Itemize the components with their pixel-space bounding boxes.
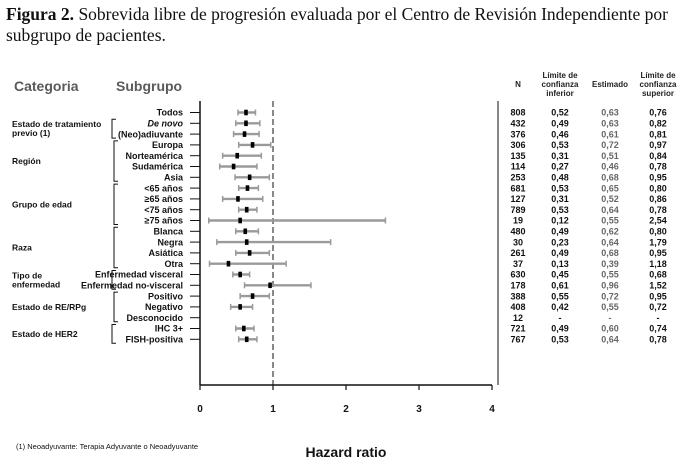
row-est-value: 0,55 xyxy=(601,269,619,280)
forest-row xyxy=(147,119,666,129)
hazard-ratio-point xyxy=(244,121,248,127)
row-est-value: 0,64 xyxy=(601,204,619,215)
row-lower-value: 0,13 xyxy=(551,258,569,269)
figure-caption-text: Sobrevida libre de progresión evaluada por el Centro de Revisión Independiente por subgrupo de pacientes. xyxy=(6,4,668,45)
subgroup-label: Negativo xyxy=(144,302,183,313)
forest-row xyxy=(148,248,666,258)
row-upper-value: 0,78 xyxy=(649,204,667,215)
category-group xyxy=(12,141,118,181)
row-est-value: 0,55 xyxy=(601,215,619,226)
hazard-ratio-point xyxy=(236,196,240,202)
category-group xyxy=(12,184,118,224)
category-header: Categoria xyxy=(14,78,79,94)
category-label: previo (1) xyxy=(12,128,51,139)
hazard-ratio-point xyxy=(245,239,249,245)
forest-row xyxy=(153,227,666,237)
hazard-ratio-point xyxy=(245,207,249,213)
row-est-value: 0,68 xyxy=(601,248,619,259)
forest-row xyxy=(157,108,667,118)
row-n-value: 480 xyxy=(510,226,526,237)
row-n-value: 12 xyxy=(512,312,524,323)
row-n-value: 127 xyxy=(510,194,526,205)
forest-row xyxy=(152,140,667,150)
hazard-ratio-point xyxy=(243,229,247,235)
forest-row xyxy=(95,270,667,280)
row-upper-value: 1,18 xyxy=(649,258,667,269)
row-lower-value: 0,49 xyxy=(551,118,569,129)
category-bracket xyxy=(114,184,118,224)
subgroup-label: ≥65 años xyxy=(144,194,183,205)
forest-row xyxy=(125,335,666,345)
category-label: enfermedad xyxy=(12,279,61,290)
category-label: Estado de HER2 xyxy=(12,328,78,339)
row-n-value: 253 xyxy=(510,172,526,183)
row-n-value: 767 xyxy=(510,334,526,345)
subgroup-label: (Neo)adiuvante xyxy=(117,129,183,140)
row-lower-value: 0,53 xyxy=(551,204,569,215)
row-upper-value: 0,95 xyxy=(649,291,667,302)
row-lower-value: - xyxy=(558,312,562,323)
row-est-value: 0,62 xyxy=(601,226,619,237)
row-lower-value: 0,12 xyxy=(551,215,569,226)
forest-row xyxy=(164,259,666,269)
row-est-value: 0,72 xyxy=(601,291,619,302)
row-n-value: 135 xyxy=(510,150,526,161)
row-lower-value: 0,48 xyxy=(551,172,569,183)
row-n-value: 306 xyxy=(510,140,526,151)
row-upper-value: 0,80 xyxy=(649,183,667,194)
row-upper-value: 1,52 xyxy=(649,280,667,291)
row-lower-value: 0,45 xyxy=(551,269,569,280)
row-est-value: 0,46 xyxy=(601,161,619,172)
row-upper-value: 0,72 xyxy=(649,302,667,313)
category-group xyxy=(12,227,118,267)
row-est-value: 0,65 xyxy=(601,183,619,194)
row-lower-value: 0,27 xyxy=(551,161,569,172)
row-lower-value: 0,46 xyxy=(551,129,569,140)
row-est-value: 0,51 xyxy=(601,150,619,161)
hazard-ratio-point xyxy=(227,261,231,267)
row-lower-value: 0,23 xyxy=(551,237,569,248)
category-label: Estado de tratamiento xyxy=(12,119,102,130)
forest-row xyxy=(81,281,667,291)
row-upper-value: 0,68 xyxy=(649,269,667,280)
forest-row xyxy=(145,216,667,226)
category-group xyxy=(12,292,118,322)
row-n-value: 808 xyxy=(510,107,526,118)
hazard-ratio-point xyxy=(238,218,242,224)
category-group xyxy=(12,325,116,344)
hazard-ratio-point xyxy=(232,164,236,170)
hazard-ratio-point xyxy=(243,131,247,137)
row-lower-value: 0,49 xyxy=(551,323,569,334)
category-group xyxy=(12,119,116,138)
hazard-ratio-point xyxy=(248,175,252,181)
hazard-ratio-point xyxy=(242,326,246,332)
subgroup-label: Blanca xyxy=(153,226,183,237)
row-upper-value: 0,82 xyxy=(649,118,667,129)
subgroup-rows xyxy=(81,108,667,345)
subgroup-label: Norteamérica xyxy=(125,150,183,161)
row-est-value: 0,64 xyxy=(601,334,619,345)
forest-row xyxy=(145,194,667,204)
row-upper-value: - xyxy=(656,312,660,323)
footnote: (1) Neoadyuvante: Terapia Adyuvante o Neoadyuvante xyxy=(16,442,199,451)
row-upper-value: 1,79 xyxy=(649,237,667,248)
forest-row xyxy=(125,151,666,161)
row-n-value: 178 xyxy=(510,280,526,291)
row-lower-value: 0,42 xyxy=(551,302,569,313)
category-label: Raza xyxy=(12,242,32,253)
row-n-value: 30 xyxy=(512,237,524,248)
subgroup-label: Positivo xyxy=(147,291,183,302)
subgroup-label: Enfermedad visceral xyxy=(94,269,183,280)
n-header: N xyxy=(515,80,521,89)
row-lower-value: 0,31 xyxy=(551,150,569,161)
forest-row xyxy=(157,237,666,247)
category-labels xyxy=(12,119,118,343)
subgroup-label: Desconocido xyxy=(126,312,183,323)
forest-row xyxy=(164,173,667,183)
row-lower-value: 0,52 xyxy=(551,107,569,118)
row-n-value: 432 xyxy=(510,118,526,129)
row-lower-value: 0,53 xyxy=(551,140,569,151)
row-est-value: 0,72 xyxy=(601,140,619,151)
category-bracket xyxy=(114,292,118,322)
category-label: Tipo de xyxy=(12,270,43,281)
row-est-value: 0,64 xyxy=(601,237,619,248)
subgroup-label: Europa xyxy=(151,140,183,151)
svg-text:superior: superior xyxy=(641,89,675,98)
row-lower-value: 0,55 xyxy=(551,291,569,302)
row-upper-value: 0,80 xyxy=(649,226,667,237)
row-est-value: 0,60 xyxy=(601,323,619,334)
row-upper-value: 0,95 xyxy=(649,248,667,259)
subgroup-label: Asiática xyxy=(148,248,183,259)
hazard-ratio-point xyxy=(268,283,272,289)
x-tick-label: 3 xyxy=(416,404,422,415)
forest-row xyxy=(144,205,667,215)
row-n-value: 261 xyxy=(510,248,526,259)
hazard-ratio-point xyxy=(238,272,242,278)
category-label: Región xyxy=(12,156,41,167)
row-lower-value: 0,31 xyxy=(551,194,569,205)
x-tick-label: 1 xyxy=(270,404,276,415)
row-upper-value: 0,95 xyxy=(649,172,667,183)
row-lower-value: 0,49 xyxy=(551,226,569,237)
x-tick-label: 0 xyxy=(197,404,203,415)
row-upper-value: 0,78 xyxy=(649,161,667,172)
row-n-value: 681 xyxy=(510,183,526,194)
forest-row xyxy=(155,324,667,334)
hazard-ratio-point xyxy=(235,153,239,159)
subgroup-label: IHC 3+ xyxy=(154,323,183,334)
svg-text:confianza: confianza xyxy=(541,80,579,89)
row-lower-value: 0,53 xyxy=(551,334,569,345)
lower-header xyxy=(542,71,579,98)
x-tick-label: 2 xyxy=(343,404,349,415)
subgroup-label: Enfermedad no-visceral xyxy=(80,280,183,291)
row-upper-value: 2,54 xyxy=(649,215,667,226)
forest-row xyxy=(132,162,667,172)
subgroup-label: Asia xyxy=(163,172,183,183)
subgroup-label: ≥75 años xyxy=(144,215,183,226)
x-ticks xyxy=(197,385,495,415)
row-est-value: - xyxy=(608,312,612,323)
row-upper-value: 0,81 xyxy=(649,129,667,140)
row-upper-value: 0,84 xyxy=(649,150,667,161)
row-n-value: 37 xyxy=(512,258,524,269)
category-bracket xyxy=(112,325,116,344)
upper-header xyxy=(640,71,677,98)
subgroup-label: Todos xyxy=(156,107,183,118)
row-upper-value: 0,78 xyxy=(649,334,667,345)
svg-text:Límite de: Límite de xyxy=(640,71,676,80)
hazard-ratio-point xyxy=(251,293,255,299)
row-upper-value: 0,76 xyxy=(649,107,667,118)
hazard-ratio-point xyxy=(248,250,252,256)
category-label: Estado de RE/RPg xyxy=(12,301,87,312)
x-axis-label: Hazard ratio xyxy=(305,444,387,460)
row-n-value: 19 xyxy=(512,215,524,226)
row-est-value: 0,63 xyxy=(601,118,619,129)
row-upper-value: 0,74 xyxy=(649,323,667,334)
forest-row xyxy=(126,313,659,323)
category-label: Grupo de edad xyxy=(12,199,72,210)
row-est-value: 0,52 xyxy=(601,194,619,205)
category-bracket xyxy=(114,227,118,267)
row-lower-value: 0,53 xyxy=(551,183,569,194)
row-n-value: 408 xyxy=(510,302,526,313)
row-upper-value: 0,97 xyxy=(649,140,667,151)
subgroup-label: De novo xyxy=(147,118,183,129)
subgroup-header: Subgrupo xyxy=(116,78,183,94)
row-est-value: 0,68 xyxy=(601,172,619,183)
hazard-ratio-point xyxy=(245,337,249,343)
subgroup-label: Otra xyxy=(164,258,183,269)
row-n-value: 789 xyxy=(510,204,526,215)
forest-row xyxy=(144,183,667,193)
hazard-ratio-point xyxy=(246,185,250,191)
row-lower-value: 0,61 xyxy=(551,280,569,291)
subgroup-label: <75 años xyxy=(144,204,183,215)
row-est-value: 0,39 xyxy=(601,258,619,269)
row-upper-value: 0,86 xyxy=(649,194,667,205)
figure-label: Figura 2. xyxy=(6,4,75,24)
row-n-value: 376 xyxy=(510,129,526,140)
hazard-ratio-point xyxy=(244,110,248,116)
row-n-value: 630 xyxy=(510,269,526,280)
x-tick-label: 4 xyxy=(489,404,495,415)
row-n-value: 388 xyxy=(510,291,526,302)
row-n-value: 721 xyxy=(510,323,526,334)
row-est-value: 0,63 xyxy=(601,107,619,118)
svg-text:confianza: confianza xyxy=(639,80,677,89)
row-n-value: 114 xyxy=(510,161,526,172)
category-bracket xyxy=(114,141,118,181)
hazard-ratio-point xyxy=(251,142,255,148)
row-est-value: 0,61 xyxy=(601,129,619,140)
forest-row xyxy=(148,291,667,301)
hazard-ratio-point xyxy=(238,304,242,310)
category-bracket xyxy=(112,119,116,138)
subgroup-label: Sudamérica xyxy=(131,161,183,172)
estimate-header: Estimado xyxy=(591,80,629,89)
row-lower-value: 0,49 xyxy=(551,248,569,259)
row-est-value: 0,55 xyxy=(601,302,619,313)
row-est-value: 0,96 xyxy=(601,280,619,291)
svg-text:Límite de: Límite de xyxy=(542,71,578,80)
svg-text:inferior: inferior xyxy=(546,89,574,98)
subgroup-label: <65 años xyxy=(144,183,183,194)
subgroup-label: Negra xyxy=(157,237,183,248)
subgroup-label: FISH-positiva xyxy=(125,334,183,345)
forest-row xyxy=(145,302,667,312)
